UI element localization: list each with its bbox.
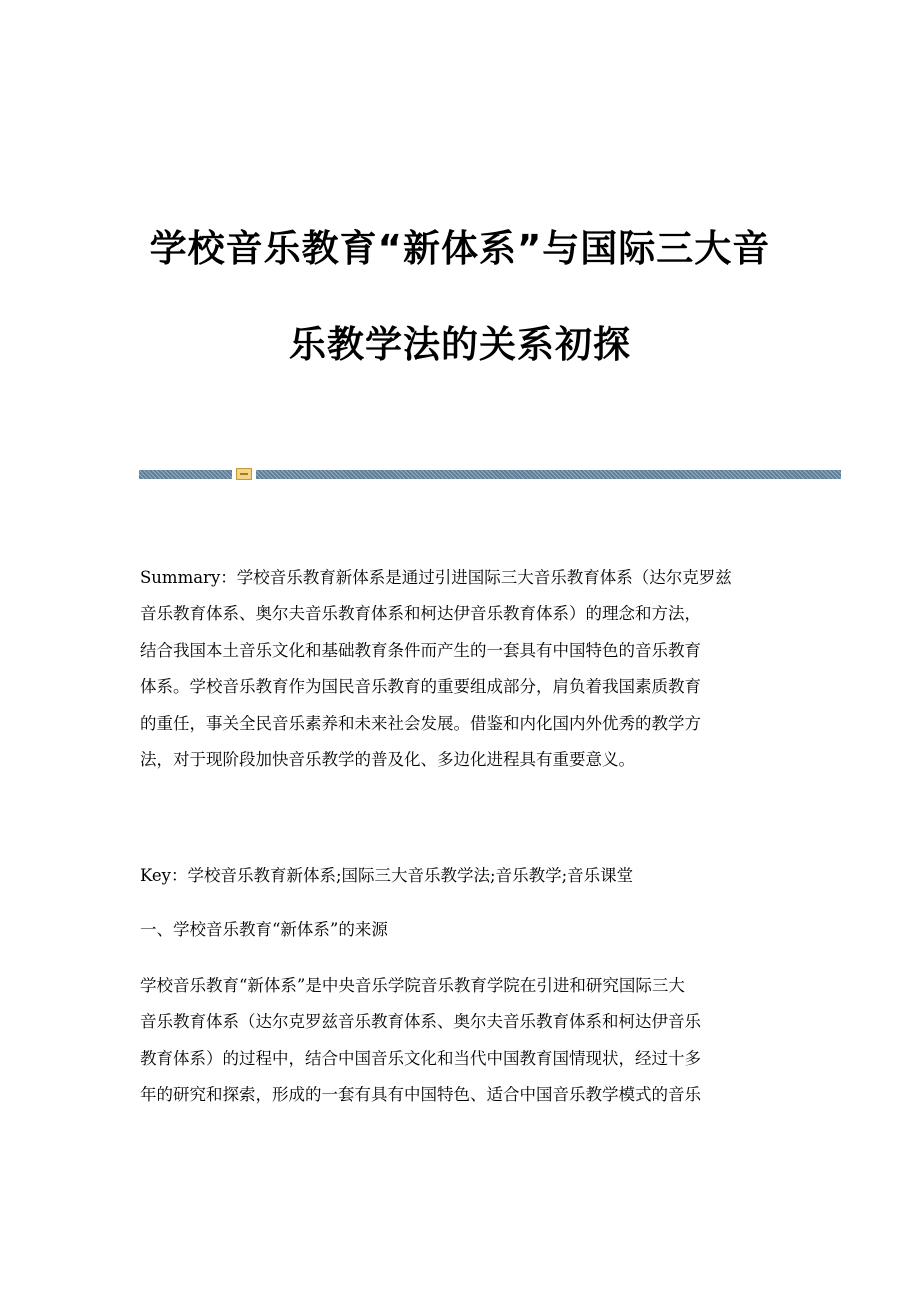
- body-line: 音乐教育体系（达尔克罗兹音乐教育体系、奥尔夫音乐教育体系和柯达伊音乐: [140, 1012, 701, 1032]
- section-heading: [140, 912, 780, 948]
- summary-line: 结合我国本土音乐文化和基础教育条件而产生的一套具有中国特色的音乐教育: [140, 640, 701, 660]
- keywords-paragraph: [140, 858, 780, 894]
- summary-line: 体系。学校音乐教育作为国民音乐教育的重要组成部分，肩负着我国素质教育: [140, 677, 701, 697]
- summary-line: 法，对于现阶段加快音乐教学的普及化、多边化进程具有重要意义。: [140, 750, 635, 770]
- title-divider-right: [256, 470, 841, 479]
- divider-ornament-icon: [236, 468, 252, 480]
- body-line: 教育体系）的过程中，结合中国音乐文化和当代中国教育国情现状，经过十多: [140, 1048, 701, 1068]
- summary-line: 的重任，事关全民音乐素养和未来社会发展。借鉴和内化国内外优秀的教学方: [140, 713, 701, 733]
- body-paragraph: [140, 968, 780, 1114]
- document-title-line-1: 学校音乐教育“新体系”与国际三大音: [149, 227, 771, 270]
- keywords-line: Key：学校音乐教育新体系;国际三大音乐教学法;音乐教学;音乐课堂: [140, 866, 634, 885]
- body-line: 年的研究和探索，形成的一套有具有中国特色、适合中国音乐教学模式的音乐: [140, 1085, 701, 1105]
- summary-paragraph: [140, 560, 780, 778]
- summary-line: Summary：学校音乐教育新体系是通过引进国际三大音乐教育体系（达尔克罗兹: [140, 568, 732, 587]
- document-title-line-2: 乐教学法的关系初探: [289, 323, 631, 366]
- summary-line: 音乐教育体系、奥尔夫音乐教育体系和柯达伊音乐教育体系）的理念和方法，: [140, 604, 701, 624]
- section-heading-text: 一、学校音乐教育“新体系”的来源: [140, 920, 388, 939]
- title-divider-left: [139, 470, 232, 479]
- body-line: 学校音乐教育“新体系”是中央音乐学院音乐教育学院在引进和研究国际三大: [140, 976, 685, 995]
